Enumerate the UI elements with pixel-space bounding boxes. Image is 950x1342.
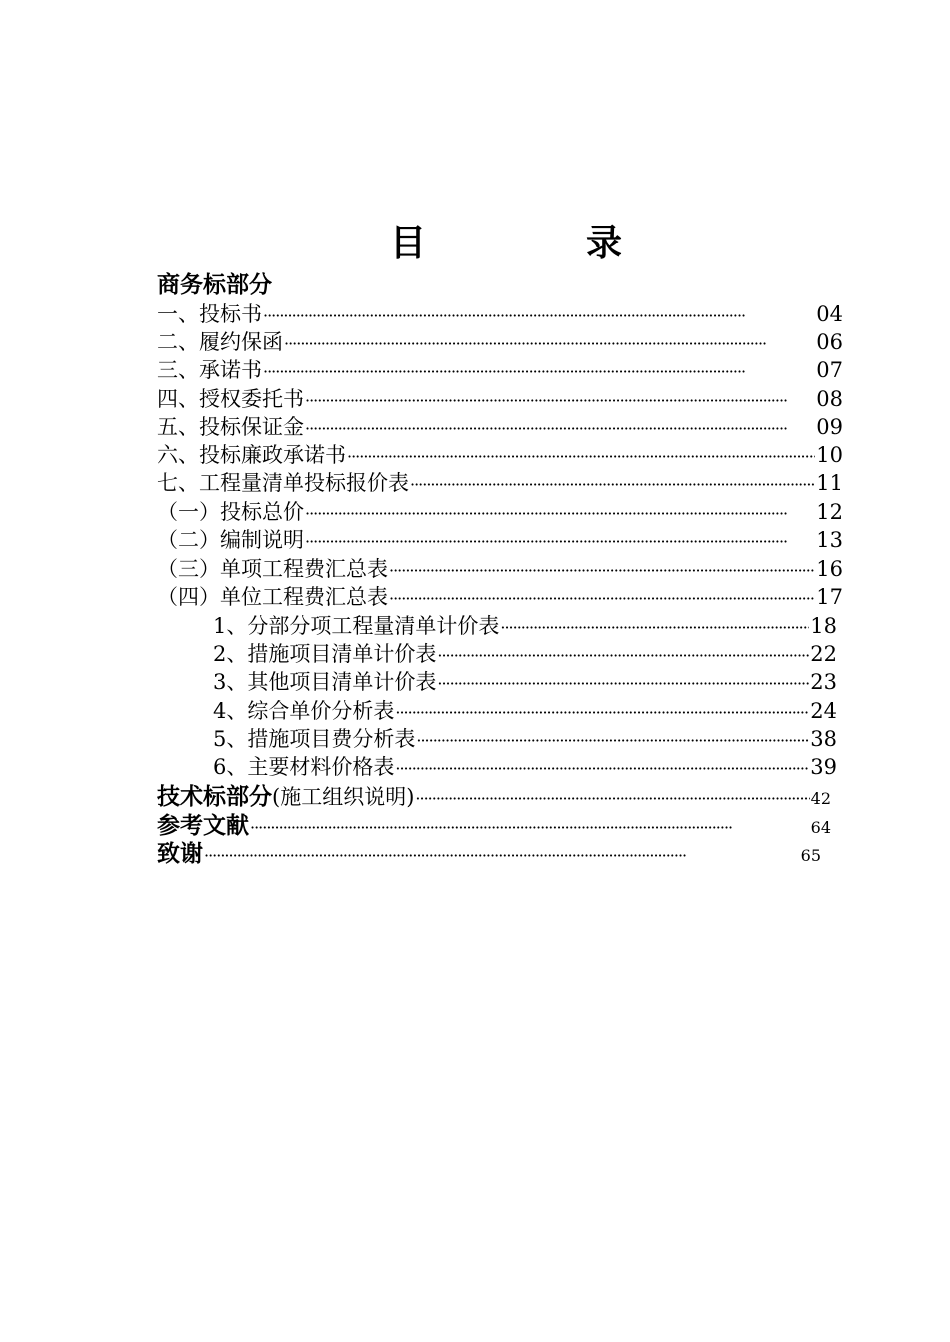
toc-entry-label: 6、主要材料价格表 bbox=[213, 755, 395, 779]
toc-leader-dots bbox=[415, 785, 809, 813]
toc-page-number: 24 bbox=[810, 699, 837, 723]
toc-page-number: 38 bbox=[810, 727, 837, 751]
toc-entry-label: 4、综合单价分析表 bbox=[213, 699, 395, 723]
toc-entry-references[interactable] bbox=[157, 812, 831, 840]
toc-entry[interactable] bbox=[157, 526, 843, 554]
toc-entry[interactable] bbox=[157, 385, 843, 413]
toc-technical-bold: 技术标部分 bbox=[157, 784, 272, 810]
toc-entry[interactable] bbox=[213, 612, 837, 640]
toc-leader-dots bbox=[410, 471, 815, 499]
toc-entry-label: （一）投标总价 bbox=[157, 500, 304, 524]
toc-entry[interactable] bbox=[213, 725, 837, 753]
toc-entry-thanks[interactable] bbox=[157, 840, 821, 868]
toc-page-number: 17 bbox=[816, 585, 843, 609]
toc-entry-label bbox=[157, 783, 414, 811]
toc-entry-label: 参考文献 bbox=[157, 813, 249, 839]
toc-leader-dots bbox=[389, 557, 815, 585]
toc-entry[interactable] bbox=[157, 413, 843, 441]
toc-page-number: 18 bbox=[810, 614, 837, 638]
toc-page-number: 06 bbox=[816, 330, 843, 354]
toc-page-number: 22 bbox=[810, 642, 837, 666]
toc-page-number: 23 bbox=[810, 670, 837, 694]
toc-entry-label: 五、投标保证金 bbox=[157, 415, 304, 439]
toc-page-number: 07 bbox=[816, 358, 843, 382]
toc-leader-dots bbox=[250, 814, 810, 842]
toc-leader-dots bbox=[263, 358, 815, 386]
toc-leader-dots bbox=[263, 302, 815, 330]
toc-entry[interactable] bbox=[157, 555, 843, 583]
toc-leader-dots bbox=[347, 443, 815, 471]
toc-leader-dots bbox=[389, 585, 815, 613]
toc-entry[interactable] bbox=[157, 441, 843, 469]
toc-leader-dots bbox=[416, 727, 809, 755]
toc-entry[interactable] bbox=[213, 753, 837, 781]
toc-entry-label: 1、分部分项工程量清单计价表 bbox=[213, 614, 500, 638]
toc-entry-label: 七、工程量清单投标报价表 bbox=[157, 471, 409, 495]
toc-leader-dots bbox=[437, 642, 809, 670]
toc-entry-label: （二）编制说明 bbox=[157, 528, 304, 552]
toc-entry[interactable] bbox=[157, 300, 843, 328]
toc-page-number: 12 bbox=[816, 500, 843, 524]
toc-page-number: 13 bbox=[816, 528, 843, 552]
toc-entry[interactable] bbox=[157, 356, 843, 384]
toc-entry-label: 六、投标廉政承诺书 bbox=[157, 443, 346, 467]
page-title: 目 录 bbox=[389, 223, 684, 264]
toc-entry-label: 3、其他项目清单计价表 bbox=[213, 670, 437, 694]
toc-leader-dots bbox=[204, 842, 800, 870]
toc-leader-dots bbox=[305, 500, 815, 528]
toc-technical-rest: (施工组织说明) bbox=[272, 785, 415, 809]
toc-entry[interactable] bbox=[157, 583, 843, 611]
toc-leader-dots bbox=[284, 330, 815, 358]
section-heading-business: 商务标部分 bbox=[157, 272, 272, 298]
toc-page-number: 04 bbox=[816, 302, 843, 326]
toc-entry-label: 二、履约保函 bbox=[157, 330, 283, 354]
toc-entry-label: 5、措施项目费分析表 bbox=[213, 727, 416, 751]
toc-leader-dots bbox=[305, 415, 815, 443]
toc-page-number: 42 bbox=[810, 789, 831, 808]
toc-leader-dots bbox=[500, 614, 809, 642]
toc-page-number: 09 bbox=[816, 415, 843, 439]
toc-entry[interactable] bbox=[157, 498, 843, 526]
toc-leader-dots bbox=[395, 699, 809, 727]
toc-page-number: 11 bbox=[816, 471, 843, 495]
toc-page-number: 65 bbox=[800, 846, 821, 865]
toc-entry-label: 2、措施项目清单计价表 bbox=[213, 642, 437, 666]
toc-entry[interactable] bbox=[213, 668, 837, 696]
toc-page-number: 10 bbox=[816, 443, 843, 467]
toc-entry[interactable] bbox=[157, 469, 843, 497]
toc-leader-dots bbox=[437, 670, 809, 698]
toc-entry[interactable] bbox=[213, 640, 837, 668]
toc-leader-dots bbox=[305, 528, 815, 556]
toc-page-number: 39 bbox=[810, 755, 837, 779]
toc-entry-label: 三、承诺书 bbox=[157, 358, 262, 382]
toc-leader-dots bbox=[305, 387, 815, 415]
toc-entry-label: （三）单项工程费汇总表 bbox=[157, 557, 388, 581]
toc-entry[interactable] bbox=[157, 328, 843, 356]
toc-page-number: 16 bbox=[816, 557, 843, 581]
toc-entry-label: 一、投标书 bbox=[157, 302, 262, 326]
toc-entry-technical[interactable] bbox=[157, 783, 831, 811]
toc-page-number: 08 bbox=[816, 387, 843, 411]
toc-entry-label: 四、授权委托书 bbox=[157, 387, 304, 411]
toc-entry[interactable] bbox=[213, 697, 837, 725]
toc-entry-label: 致谢 bbox=[157, 841, 203, 867]
toc-leader-dots bbox=[395, 755, 809, 783]
toc-page-number: 64 bbox=[810, 818, 831, 837]
toc-entry-label: （四）单位工程费汇总表 bbox=[157, 585, 388, 609]
